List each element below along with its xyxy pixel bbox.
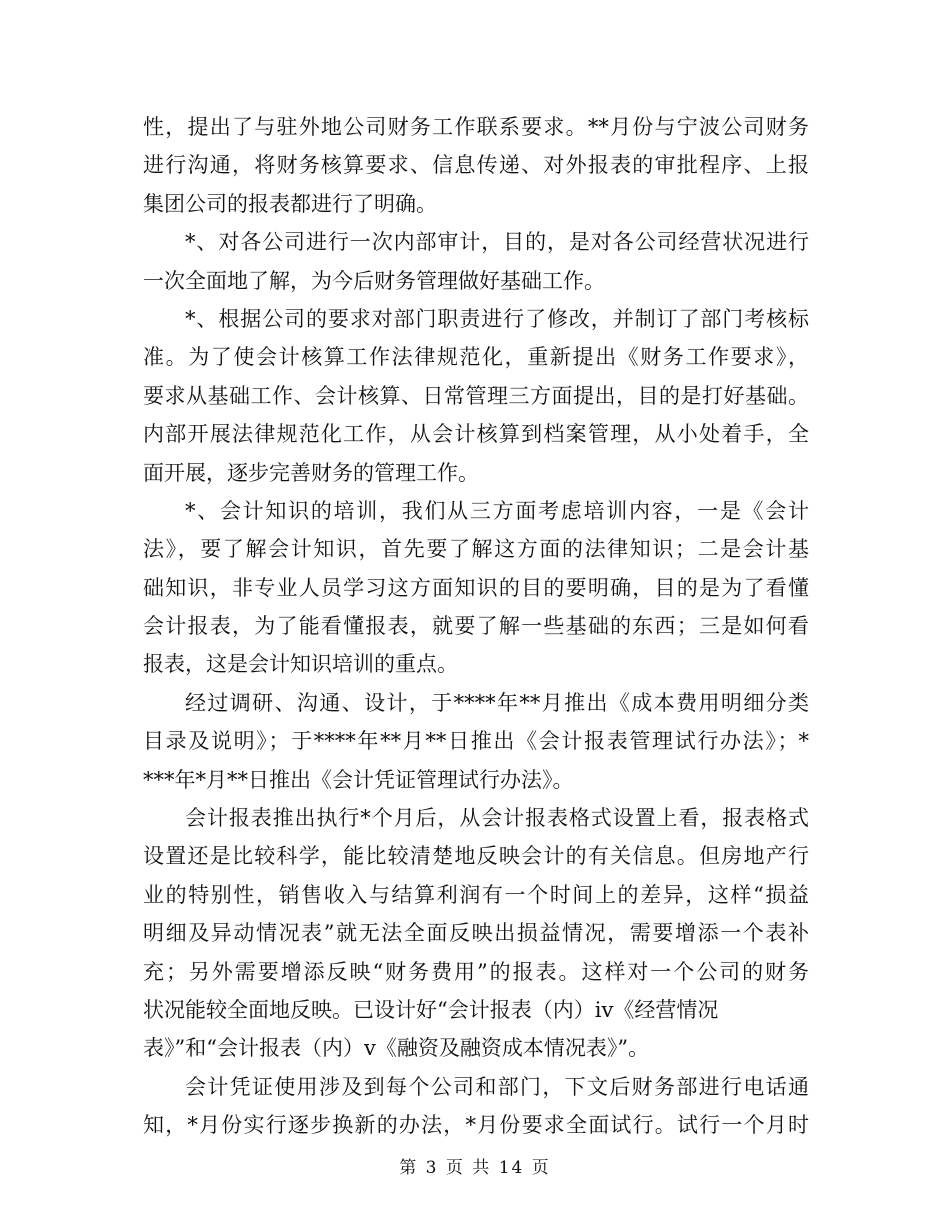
- text-line: 法》，要了解会计知识，首先要了解这方面的法律知识；二是会计基: [143, 537, 809, 562]
- text-line: *、根据公司的要求对部门职责进行了修改，并制订了部门考核标: [185, 306, 809, 331]
- text-line: 会计报表推出执行*个月后，从会计报表格式设置上看，报表格式: [185, 806, 809, 831]
- text-line: 业的特别性，销售收入与结算利润有一个时间上的差异，这样“损益: [143, 882, 809, 907]
- text-line: 目录及说明》；于****年**月**日推出《会计报表管理试行办法》；*: [143, 729, 809, 754]
- text-line: 设置还是比较科学，能比较清楚地反映会计的有关信息。但房地产行: [143, 844, 809, 869]
- text-line: 面开展，逐步完善财务的管理工作。: [143, 460, 479, 485]
- page-number-footer: 第 3 页 共 14 页: [399, 1158, 551, 1178]
- text-line: 知，*月份实行逐步换新的办法，*月份要求全面试行。试行一个月时: [143, 1113, 809, 1138]
- text-line: 会计报表，为了能看懂报表，就要了解一些基础的东西；三是如何看: [143, 614, 809, 639]
- body-text: [143, 108, 809, 1145]
- text-line: 经过调研、沟通、设计，于****年**月推出《成本费用明细分类: [185, 690, 809, 715]
- text-line: 报表，这是会计知识培训的重点。: [143, 652, 458, 677]
- text-line: 集团公司的报表都进行了明确。: [143, 191, 437, 216]
- text-line: 进行沟通，将财务核算要求、信息传递、对外报表的审批程序、上报: [143, 153, 809, 178]
- text-line: 准。为了使会计核算工作法律规范化，重新提出《财务工作要求》，: [143, 345, 809, 370]
- text-line: 明细及异动情况表”就无法全面反映出损益情况，需要增添一个表补: [143, 921, 809, 946]
- text-line: 充；另外需要增添反映“财务费用”的报表。这样对一个公司的财务: [143, 959, 809, 984]
- text-line: 性，提出了与驻外地公司财务工作联系要求。**月份与宁波公司财务: [143, 115, 809, 139]
- text-line: *、对各公司进行一次内部审计，目的，是对各公司经营状况进行: [185, 230, 809, 255]
- text-line: *、会计知识的培训，我们从三方面考虑培训内容，一是《会计: [185, 498, 809, 523]
- text-line: 内部开展法律规范化工作，从会计核算到档案管理，从小处着手，全: [143, 422, 809, 447]
- text-line: 状况能较全面地反映。已设计好“会计报表（内）iv《经营情况: [143, 997, 719, 1022]
- text-line: 础知识，非专业人员学习这方面知识的目的要明确，目的是为了看懂: [143, 575, 809, 600]
- text-line: ***年*月**日推出《会计凭证管理试行办法》。: [143, 767, 574, 792]
- text-line: 会计凭证使用涉及到每个公司和部门，下文后财务部进行电话通: [185, 1074, 809, 1099]
- text-line: 要求从基础工作、会计核算、日常管理三方面提出，目的是打好基础。: [143, 383, 809, 408]
- text-line: 一次全面地了解，为今后财务管理做好基础工作。: [143, 268, 605, 293]
- text-line: 表》”和“会计报表（内）v《融资及融资成本情况表》”。: [143, 1036, 650, 1061]
